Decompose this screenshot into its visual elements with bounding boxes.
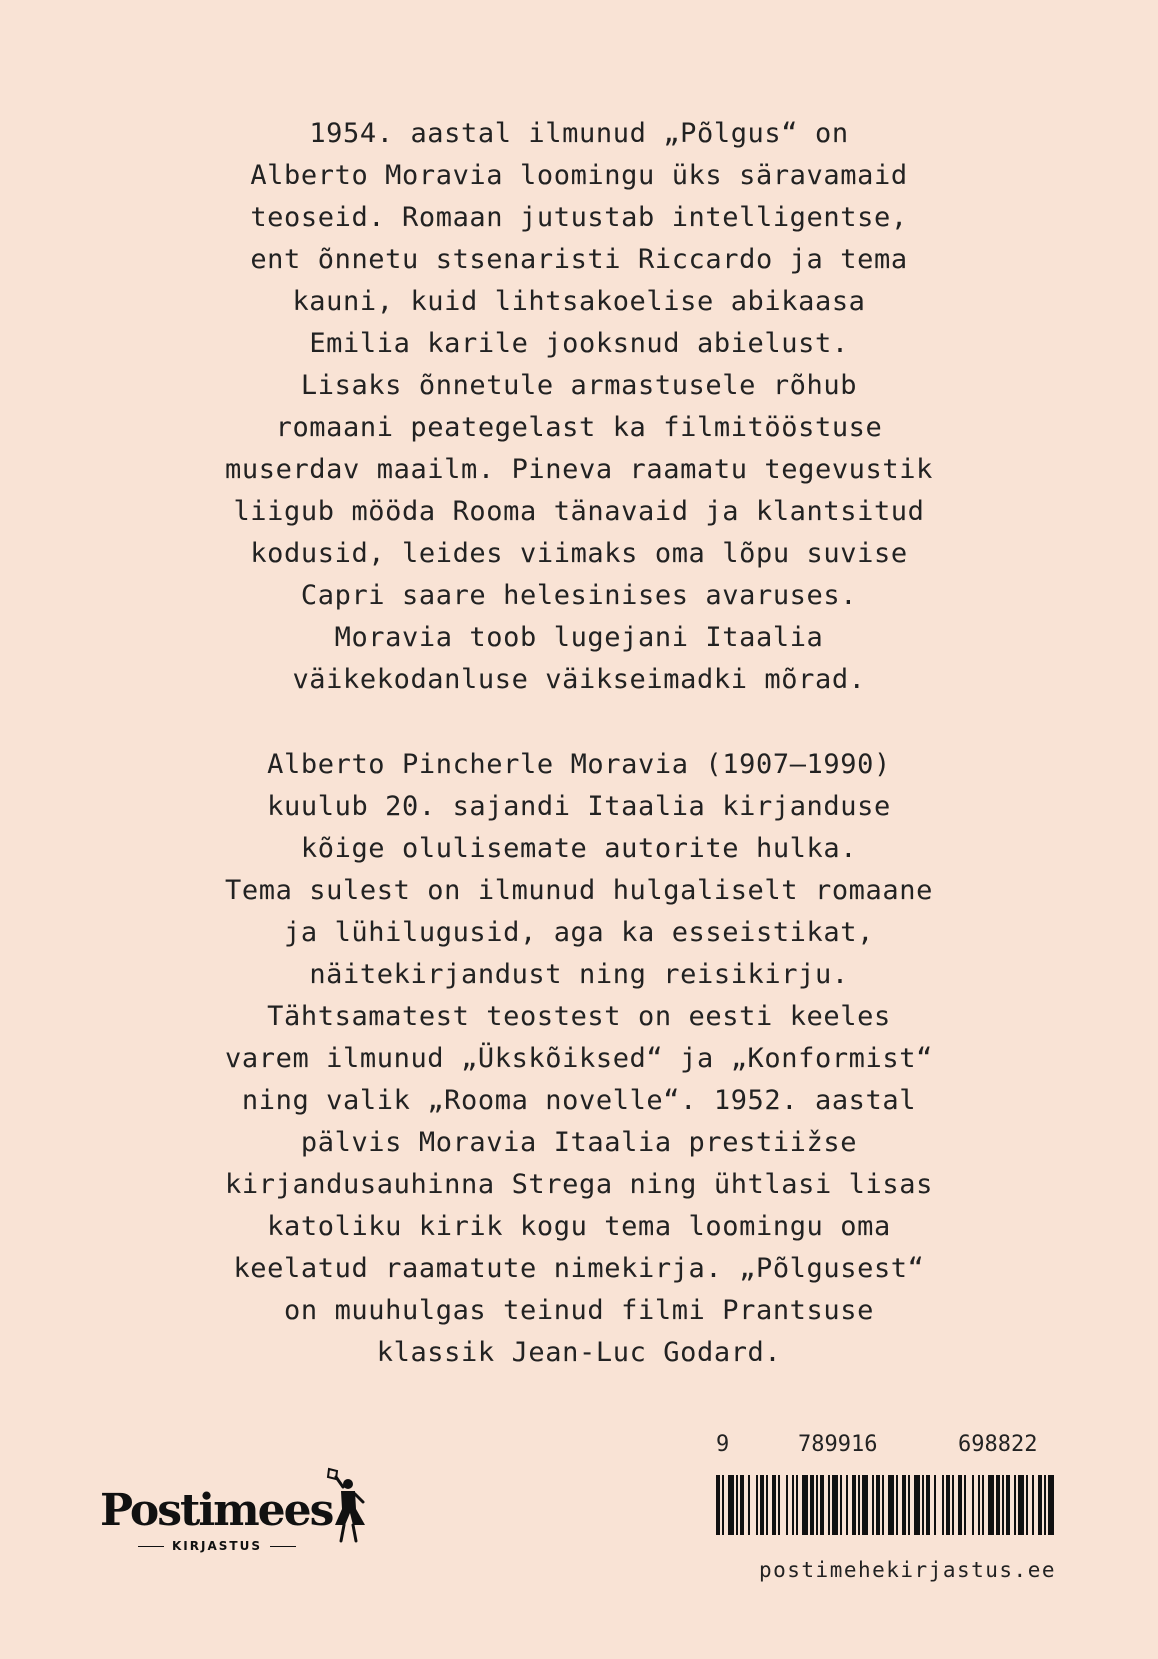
- barcode-bar: [964, 1475, 966, 1535]
- barcode-bar: [1018, 1475, 1024, 1535]
- barcode-bar: [716, 1475, 720, 1535]
- barcode-bar: [934, 1475, 936, 1535]
- barcode-bar: [1002, 1475, 1004, 1535]
- isbn-barcode: [716, 1475, 1056, 1535]
- barcode-bar: [896, 1475, 898, 1535]
- barcode-bar: [810, 1475, 814, 1535]
- barcode-bar: [908, 1475, 910, 1535]
- barcode-bar: [978, 1475, 980, 1535]
- barcode-bar: [1026, 1475, 1028, 1535]
- barcode-bar: [786, 1475, 788, 1535]
- blurb-paragraph: 1954. aastal ilmunud „Põlgus“ on Alberto Moravia loomingu üks säravamaid teoseid. Romaan jutustab intelligentse, ent õnnetu stsenaristi Riccardo ja tema kauni, kuid lihtsakoelise abikaasa Emilia karile jooksnud abielust. Lisaks õnnetule armastusele rõhub romaani peategelast ka filmitööstuse muserdav maailm. Pineva raamatu tegevustik liigub mööda Rooma tänavaid ja klantsitud kodusid, leides viimaks oma lõpu suvise Capri saare helesinises avaruses. Moravia toob lugejani Itaalia väikekodanluse väikseimadki mõrad.: [225, 118, 933, 695]
- barcode-bar: [858, 1475, 860, 1535]
- barcode-bar: [802, 1475, 808, 1535]
- publisher-name: Postimees: [100, 1485, 333, 1536]
- barcode-bar: [820, 1475, 824, 1535]
- barcode-bar: [760, 1475, 764, 1535]
- barcode-bar: [958, 1475, 962, 1535]
- barcode-bar: [988, 1475, 994, 1535]
- barcode-bar: [862, 1475, 868, 1535]
- barcode-bar: [792, 1475, 794, 1535]
- isbn-digits: [716, 1432, 1056, 1462]
- barcode-bar: [1048, 1475, 1054, 1535]
- barcode-bar: [952, 1475, 954, 1535]
- barcode-bar: [728, 1475, 734, 1535]
- isbn-prefix-digit: 9: [716, 1432, 730, 1457]
- barcode-bar: [828, 1475, 830, 1535]
- barcode-bar: [942, 1475, 944, 1535]
- barcode-bar: [778, 1475, 780, 1535]
- barcode-bar: [902, 1475, 906, 1535]
- barcode-bar: [756, 1475, 758, 1535]
- publisher-subtitle: KIRJASTUS: [130, 1539, 304, 1553]
- barcode-bar: [872, 1475, 874, 1535]
- publisher-logo: [100, 1465, 400, 1565]
- barcode-bar: [840, 1475, 842, 1535]
- barcode-bar: [926, 1475, 930, 1535]
- barcode-bar: [1038, 1475, 1042, 1535]
- author-bio-paragraph: Alberto Pincherle Moravia (1907–1990) kuulub 20. sajandi Itaalia kirjanduse kõige olulisemate autorite hulka. Tema sulest on ilmunud hulgaliselt romaane ja lühilugusid, aga ka esseistikat, näitekirjandust ning reisikirju. Tähtsamatest teostest on eesti keeles varem ilmunud „Ükskõiksed“ ja „Konformist“ ning valik „Rooma novelle“. 1952. aastal pälvis Moravia Itaalia prestiižse kirjandusauhinna Strega ning ühtlasi lisas katoliku kirik kogu tema loomingu oma keelatud raamatute nimekirja. „Põlgusest“ on muuhulgas teinud filmi Prantsuse klassik Jean-Luc Godard.: [225, 749, 933, 1368]
- barcode-bar: [982, 1475, 984, 1535]
- barcode-bar: [996, 1475, 1000, 1535]
- barcode-bar: [922, 1475, 924, 1535]
- barcode-bar: [1006, 1475, 1010, 1535]
- barcode-bar: [852, 1475, 856, 1535]
- barcode-bar: [972, 1475, 974, 1535]
- barcode-bar: [946, 1475, 950, 1535]
- town-crier-figure-icon: [323, 1467, 368, 1545]
- isbn-digit-group-left: 789916: [798, 1432, 878, 1457]
- barcode-bar: [736, 1475, 738, 1535]
- barcode-bar: [888, 1475, 894, 1535]
- barcode-bar: [766, 1475, 768, 1535]
- publisher-website: postimehekirjastus.ee: [758, 1558, 1056, 1582]
- barcode-bar: [740, 1475, 744, 1535]
- barcode-bar: [1014, 1475, 1016, 1535]
- barcode-bar: [772, 1475, 776, 1535]
- barcode-bar: [722, 1475, 724, 1535]
- barcode-bar: [914, 1475, 920, 1535]
- isbn-digit-group-right: 698822: [958, 1432, 1038, 1457]
- barcode-bar: [1044, 1475, 1046, 1535]
- barcode-bar: [1032, 1475, 1034, 1535]
- barcode-bar: [748, 1475, 750, 1535]
- barcode-bar: [816, 1475, 818, 1535]
- barcode-bar: [846, 1475, 848, 1535]
- barcode-bar: [832, 1475, 838, 1535]
- barcode-bar: [882, 1475, 884, 1535]
- barcode-bar: [796, 1475, 798, 1535]
- barcode-bar: [876, 1475, 880, 1535]
